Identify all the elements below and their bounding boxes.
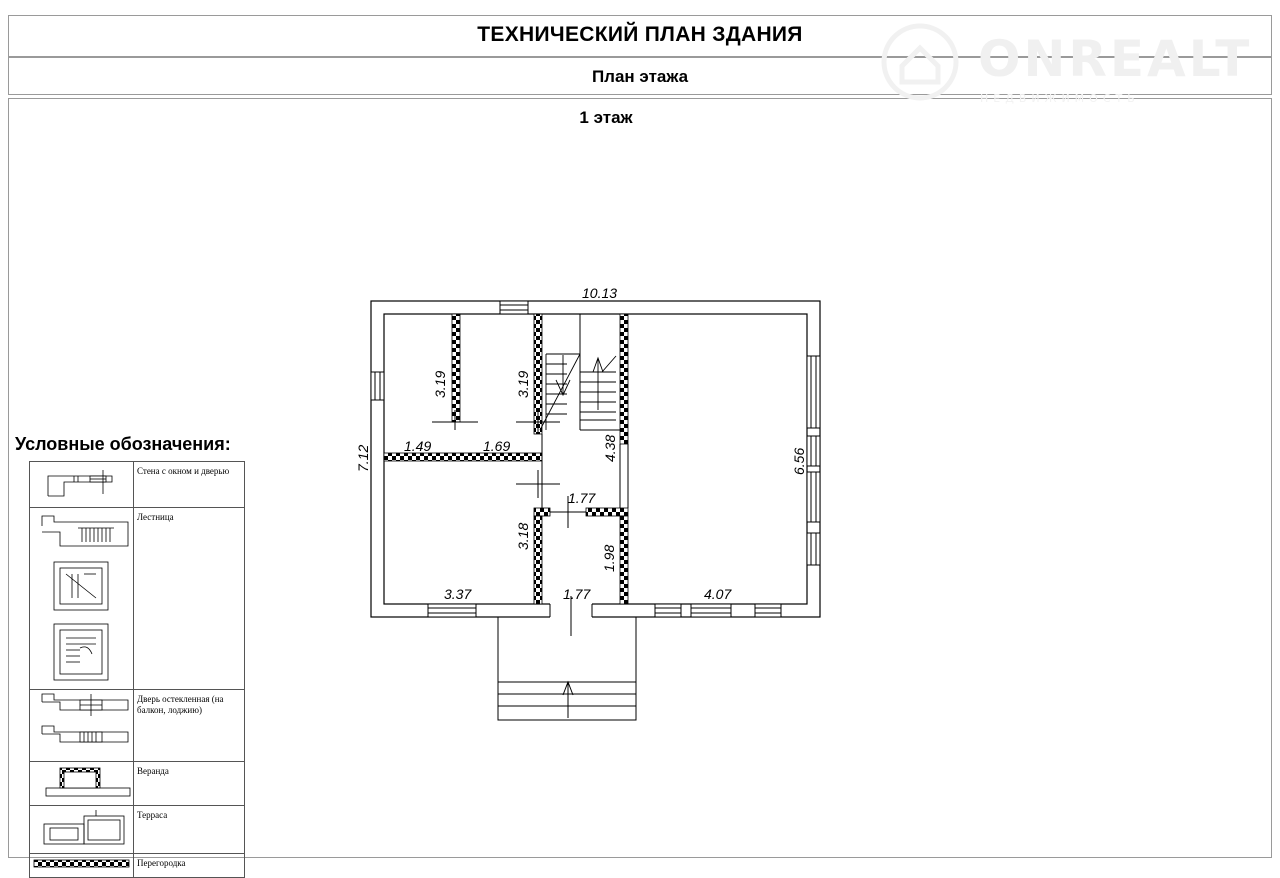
dim-small-room-depth: 1.98 (601, 544, 617, 572)
watermark-tagline: НЕДВИЖИМОСТЬ (980, 92, 1140, 105)
staircase (540, 354, 616, 430)
legend-symbol-terrace (30, 806, 134, 854)
dim-room-a-width: 1.49 (404, 438, 432, 454)
dim-entry-width: 1.77 (563, 586, 591, 602)
legend-label-wall: Стена с окном и дверью (134, 462, 245, 508)
legend-symbol-veranda (30, 762, 134, 806)
dim-room-b-depth: 3.19 (515, 370, 531, 398)
dim-overall-width: 10.13 (582, 285, 618, 301)
dim-stair-depth: 4.38 (602, 434, 618, 462)
page-subtitle: План этажа (591, 67, 689, 86)
dim-overall-depth: 7.12 (355, 444, 371, 472)
door-markers (432, 410, 586, 528)
legend-label-glazed-door: Дверь остекленная (на балкон, лоджию) (134, 690, 245, 762)
legend-table (29, 461, 245, 878)
legend-row (30, 762, 245, 806)
dim-room-a-depth: 3.19 (432, 370, 448, 398)
legend-label-terrace: Терраса (134, 806, 245, 854)
dim-hall-width: 1.77 (568, 490, 596, 506)
interior-walls (542, 314, 628, 508)
watermark-brand: ONREALT (978, 30, 1253, 88)
legend-symbol-staircase (30, 508, 134, 690)
legend-symbol-wall-window-door (30, 462, 134, 508)
dim-lower-left-depth: 3.18 (515, 522, 531, 550)
legend-symbol-glazed-door (30, 690, 134, 762)
entry-porch (498, 617, 636, 720)
floor-label: 1 этаж (579, 108, 633, 127)
legend-row (30, 462, 245, 508)
legend-heading: Условные обозначения: (15, 434, 231, 454)
legend-label-veranda: Веранда (134, 762, 245, 806)
page-title: ТЕХНИЧЕСКИЙ ПЛАН ЗДАНИЯ (477, 23, 803, 46)
dim-right-room-width: 4.07 (704, 586, 732, 602)
legend-row (30, 854, 245, 878)
legend-label-stair: Лестница (134, 508, 245, 690)
dim-lower-left-width: 3.37 (444, 586, 472, 602)
legend-row (30, 508, 245, 690)
partitions (384, 314, 628, 604)
legend-symbol-partition (30, 854, 134, 878)
legend-row (30, 806, 245, 854)
entry-door (550, 596, 592, 636)
legend-label-partition: Перегородка (134, 854, 245, 878)
dim-right-room-depth: 6.56 (791, 447, 807, 475)
legend-row (30, 690, 245, 762)
dim-room-b-width: 1.69 (483, 438, 511, 454)
